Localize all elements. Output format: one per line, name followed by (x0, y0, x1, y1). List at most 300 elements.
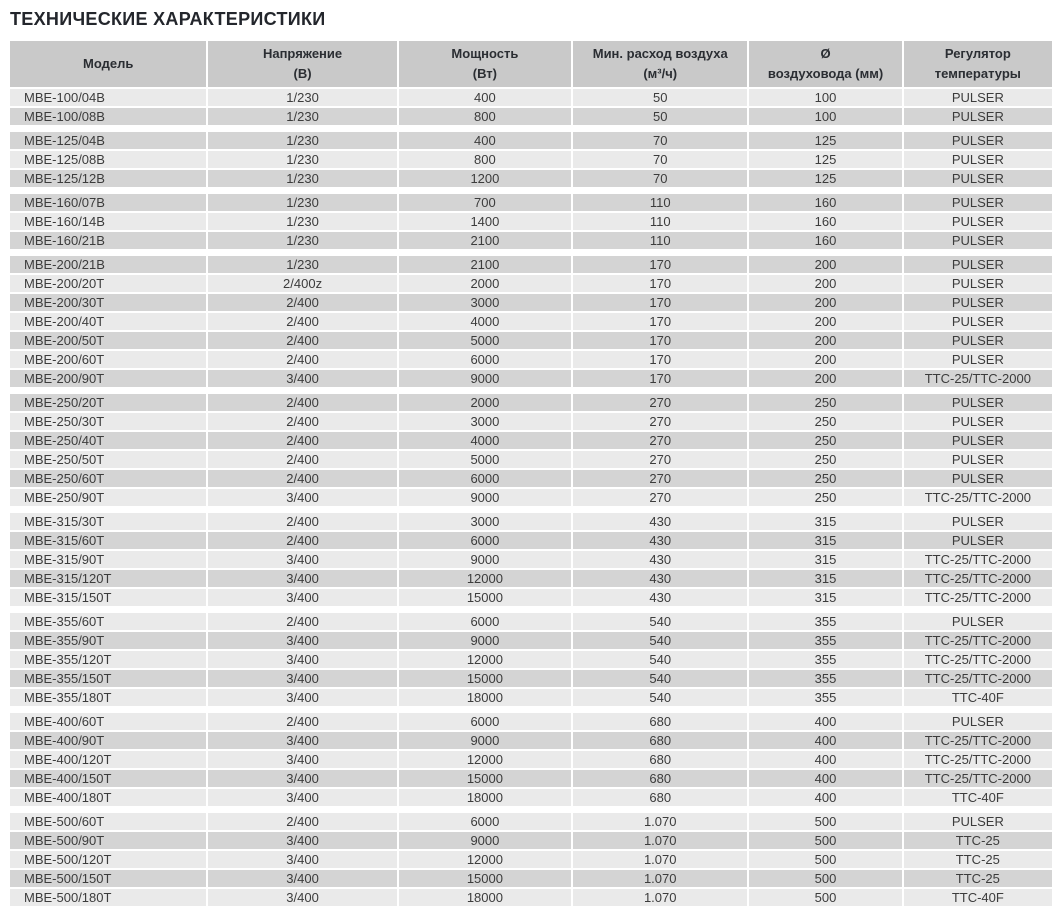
cell-airflow: 540 (573, 689, 747, 706)
cell-voltage: 3/400 (208, 889, 396, 906)
cell-regulator: TTC-25/TTC-2000 (904, 570, 1052, 587)
cell-regulator: TTC-25/TTC-2000 (904, 732, 1052, 749)
cell-regulator: PULSER (904, 451, 1052, 468)
cell-airflow: 1.070 (573, 851, 747, 868)
cell-model: MBE-315/150T (10, 589, 206, 606)
cell-power: 6000 (399, 713, 571, 730)
cell-diameter: 200 (749, 294, 901, 311)
cell-power: 15000 (399, 670, 571, 687)
cell-model: MBE-250/30T (10, 413, 206, 430)
cell-voltage: 2/400 (208, 813, 396, 830)
table-row (10, 489, 1052, 506)
cell-power: 6000 (399, 532, 571, 549)
cell-power: 12000 (399, 851, 571, 868)
cell-regulator: PULSER (904, 89, 1052, 106)
cell-airflow: 540 (573, 613, 747, 630)
cell-regulator: PULSER (904, 513, 1052, 530)
cell-diameter: 355 (749, 670, 901, 687)
table-row (10, 789, 1052, 806)
cell-airflow: 430 (573, 532, 747, 549)
cell-model: MBE-200/40T (10, 313, 206, 330)
table-row (10, 732, 1052, 749)
cell-regulator: TTC-40F (904, 889, 1052, 906)
cell-power: 12000 (399, 651, 571, 668)
cell-diameter: 200 (749, 275, 901, 292)
cell-airflow: 70 (573, 132, 747, 149)
cell-diameter: 250 (749, 489, 901, 506)
cell-power: 3000 (399, 513, 571, 530)
cell-diameter: 200 (749, 370, 901, 387)
cell-voltage: 3/400 (208, 370, 396, 387)
cell-voltage: 3/400 (208, 570, 396, 587)
cell-power: 9000 (399, 632, 571, 649)
table-row (10, 313, 1052, 330)
cell-diameter: 400 (749, 789, 901, 806)
cell-diameter: 100 (749, 108, 901, 125)
cell-diameter: 160 (749, 194, 901, 211)
cell-power: 15000 (399, 589, 571, 606)
cell-regulator: PULSER (904, 213, 1052, 230)
cell-regulator: PULSER (904, 813, 1052, 830)
cell-power: 3000 (399, 294, 571, 311)
cell-power: 2100 (399, 256, 571, 273)
cell-regulator: PULSER (904, 713, 1052, 730)
cell-airflow: 430 (573, 589, 747, 606)
cell-regulator: TTC-25/TTC-2000 (904, 589, 1052, 606)
table-row (10, 551, 1052, 568)
table-row (10, 689, 1052, 706)
cell-diameter: 315 (749, 513, 901, 530)
cell-diameter: 315 (749, 551, 901, 568)
group-separator (10, 251, 1052, 254)
cell-model: MBE-400/60T (10, 713, 206, 730)
cell-voltage: 2/400 (208, 394, 396, 411)
table-row (10, 889, 1052, 906)
cell-voltage: 2/400 (208, 413, 396, 430)
cell-airflow: 50 (573, 108, 747, 125)
table-row (10, 432, 1052, 449)
cell-airflow: 270 (573, 394, 747, 411)
group-separator (10, 608, 1052, 611)
cell-regulator: TTC-25 (904, 832, 1052, 849)
cell-diameter: 250 (749, 432, 901, 449)
cell-diameter: 160 (749, 232, 901, 249)
cell-regulator: PULSER (904, 432, 1052, 449)
cell-voltage: 2/400 (208, 294, 396, 311)
cell-power: 18000 (399, 789, 571, 806)
cell-diameter: 250 (749, 470, 901, 487)
table-body (10, 89, 1052, 906)
cell-model: MBE-125/04B (10, 132, 206, 149)
table-row (10, 132, 1052, 149)
cell-regulator: PULSER (904, 313, 1052, 330)
cell-power: 400 (399, 132, 571, 149)
cell-power: 3000 (399, 413, 571, 430)
cell-power: 700 (399, 194, 571, 211)
group-separator-cell (10, 389, 1052, 392)
table-row (10, 351, 1052, 368)
cell-voltage: 2/400 (208, 351, 396, 368)
table-row (10, 670, 1052, 687)
cell-regulator: PULSER (904, 194, 1052, 211)
table-row (10, 213, 1052, 230)
cell-power: 9000 (399, 832, 571, 849)
group-separator (10, 389, 1052, 392)
table-row (10, 256, 1052, 273)
cell-model: MBE-160/14B (10, 213, 206, 230)
cell-diameter: 315 (749, 570, 901, 587)
table-row (10, 713, 1052, 730)
cell-airflow: 270 (573, 470, 747, 487)
cell-voltage: 3/400 (208, 489, 396, 506)
table-row (10, 275, 1052, 292)
cell-airflow: 680 (573, 789, 747, 806)
cell-voltage: 3/400 (208, 789, 396, 806)
cell-model: MBE-500/60T (10, 813, 206, 830)
cell-diameter: 125 (749, 151, 901, 168)
group-separator-cell (10, 127, 1052, 130)
cell-diameter: 100 (749, 89, 901, 106)
cell-power: 9000 (399, 489, 571, 506)
cell-model: MBE-125/12B (10, 170, 206, 187)
table-row (10, 232, 1052, 249)
cell-model: MBE-500/120T (10, 851, 206, 868)
cell-model: MBE-250/50T (10, 451, 206, 468)
cell-diameter: 355 (749, 689, 901, 706)
cell-regulator: PULSER (904, 613, 1052, 630)
table-row (10, 770, 1052, 787)
cell-diameter: 500 (749, 813, 901, 830)
cell-diameter: 355 (749, 613, 901, 630)
group-separator-cell (10, 808, 1052, 811)
cell-voltage: 3/400 (208, 832, 396, 849)
cell-airflow: 540 (573, 632, 747, 649)
cell-voltage: 3/400 (208, 689, 396, 706)
cell-airflow: 270 (573, 413, 747, 430)
cell-diameter: 315 (749, 532, 901, 549)
cell-airflow: 430 (573, 513, 747, 530)
cell-regulator: PULSER (904, 275, 1052, 292)
cell-power: 1200 (399, 170, 571, 187)
cell-regulator: PULSER (904, 532, 1052, 549)
cell-regulator: PULSER (904, 170, 1052, 187)
cell-airflow: 1.070 (573, 832, 747, 849)
cell-power: 800 (399, 151, 571, 168)
cell-power: 6000 (399, 813, 571, 830)
cell-voltage: 2/400z (208, 275, 396, 292)
cell-voltage: 1/230 (208, 213, 396, 230)
cell-voltage: 2/400 (208, 713, 396, 730)
group-separator (10, 127, 1052, 130)
cell-power: 5000 (399, 451, 571, 468)
cell-diameter: 500 (749, 851, 901, 868)
column-header-power: Мощность (Вт) (399, 41, 571, 87)
cell-airflow: 170 (573, 351, 747, 368)
cell-model: MBE-315/120T (10, 570, 206, 587)
cell-power: 15000 (399, 870, 571, 887)
group-separator (10, 189, 1052, 192)
cell-regulator: TTC-25/TTC-2000 (904, 651, 1052, 668)
group-separator-cell (10, 189, 1052, 192)
cell-diameter: 400 (749, 751, 901, 768)
cell-model: MBE-500/90T (10, 832, 206, 849)
cell-airflow: 170 (573, 256, 747, 273)
cell-voltage: 3/400 (208, 851, 396, 868)
cell-diameter: 400 (749, 770, 901, 787)
cell-diameter: 250 (749, 394, 901, 411)
cell-airflow: 1.070 (573, 813, 747, 830)
cell-airflow: 430 (573, 551, 747, 568)
cell-power: 2000 (399, 394, 571, 411)
cell-voltage: 1/230 (208, 194, 396, 211)
cell-voltage: 3/400 (208, 870, 396, 887)
cell-power: 400 (399, 89, 571, 106)
cell-diameter: 355 (749, 632, 901, 649)
table-row (10, 170, 1052, 187)
cell-airflow: 680 (573, 732, 747, 749)
cell-airflow: 110 (573, 194, 747, 211)
column-header-duct-diameter: Ø воздуховода (мм) (749, 41, 901, 87)
cell-voltage: 1/230 (208, 132, 396, 149)
table-row (10, 613, 1052, 630)
table-row (10, 151, 1052, 168)
cell-model: MBE-400/180T (10, 789, 206, 806)
cell-regulator: TTC-25/TTC-2000 (904, 489, 1052, 506)
cell-model: MBE-315/30T (10, 513, 206, 530)
cell-diameter: 500 (749, 832, 901, 849)
cell-airflow: 270 (573, 451, 747, 468)
cell-voltage: 1/230 (208, 108, 396, 125)
cell-airflow: 1.070 (573, 889, 747, 906)
cell-regulator: TTC-40F (904, 789, 1052, 806)
table-row (10, 832, 1052, 849)
cell-airflow: 430 (573, 570, 747, 587)
cell-power: 800 (399, 108, 571, 125)
cell-voltage: 3/400 (208, 732, 396, 749)
table-row (10, 413, 1052, 430)
cell-model: MBE-400/150T (10, 770, 206, 787)
cell-model: MBE-500/180T (10, 889, 206, 906)
group-separator-cell (10, 708, 1052, 711)
group-separator-cell (10, 608, 1052, 611)
cell-voltage: 3/400 (208, 670, 396, 687)
cell-airflow: 170 (573, 275, 747, 292)
table-row (10, 513, 1052, 530)
table-row (10, 870, 1052, 887)
group-separator-cell (10, 251, 1052, 254)
cell-regulator: PULSER (904, 256, 1052, 273)
cell-diameter: 125 (749, 170, 901, 187)
table-row (10, 751, 1052, 768)
cell-power: 4000 (399, 313, 571, 330)
table-header-row (10, 41, 1052, 87)
table-row (10, 632, 1052, 649)
cell-model: MBE-200/21B (10, 256, 206, 273)
group-separator (10, 808, 1052, 811)
table-row (10, 470, 1052, 487)
cell-diameter: 500 (749, 889, 901, 906)
cell-regulator: TTC-25/TTC-2000 (904, 632, 1052, 649)
table-row (10, 651, 1052, 668)
cell-power: 6000 (399, 613, 571, 630)
group-separator (10, 708, 1052, 711)
cell-model: MBE-250/40T (10, 432, 206, 449)
cell-diameter: 250 (749, 451, 901, 468)
cell-regulator: TTC-25/TTC-2000 (904, 670, 1052, 687)
cell-power: 2000 (399, 275, 571, 292)
cell-diameter: 200 (749, 313, 901, 330)
table-row (10, 451, 1052, 468)
cell-model: MBE-250/20T (10, 394, 206, 411)
cell-power: 5000 (399, 332, 571, 349)
cell-model: MBE-500/150T (10, 870, 206, 887)
cell-power: 2100 (399, 232, 571, 249)
cell-diameter: 315 (749, 589, 901, 606)
cell-model: MBE-100/04B (10, 89, 206, 106)
cell-airflow: 540 (573, 651, 747, 668)
cell-diameter: 400 (749, 732, 901, 749)
cell-power: 12000 (399, 751, 571, 768)
cell-airflow: 170 (573, 370, 747, 387)
cell-airflow: 680 (573, 751, 747, 768)
cell-power: 1400 (399, 213, 571, 230)
cell-model: MBE-200/90T (10, 370, 206, 387)
cell-voltage: 1/230 (208, 170, 396, 187)
table-row (10, 108, 1052, 125)
cell-regulator: PULSER (904, 332, 1052, 349)
table-row (10, 294, 1052, 311)
table-row (10, 394, 1052, 411)
table-row (10, 813, 1052, 830)
cell-model: MBE-315/60T (10, 532, 206, 549)
cell-regulator: TTC-25/TTC-2000 (904, 770, 1052, 787)
table-row (10, 589, 1052, 606)
cell-voltage: 2/400 (208, 470, 396, 487)
cell-power: 6000 (399, 470, 571, 487)
cell-regulator: PULSER (904, 394, 1052, 411)
table-row (10, 370, 1052, 387)
cell-voltage: 2/400 (208, 432, 396, 449)
cell-diameter: 200 (749, 332, 901, 349)
cell-power: 18000 (399, 689, 571, 706)
cell-voltage: 3/400 (208, 551, 396, 568)
cell-power: 12000 (399, 570, 571, 587)
cell-voltage: 3/400 (208, 651, 396, 668)
cell-model: MBE-315/90T (10, 551, 206, 568)
table-row (10, 89, 1052, 106)
cell-voltage: 3/400 (208, 632, 396, 649)
cell-voltage: 3/400 (208, 589, 396, 606)
cell-regulator: PULSER (904, 132, 1052, 149)
cell-regulator: PULSER (904, 151, 1052, 168)
cell-airflow: 1.070 (573, 870, 747, 887)
cell-power: 18000 (399, 889, 571, 906)
cell-model: MBE-160/07B (10, 194, 206, 211)
specifications-table (8, 39, 1054, 908)
cell-airflow: 170 (573, 313, 747, 330)
cell-regulator: PULSER (904, 294, 1052, 311)
column-header-temperature-regulator: Регулятор температуры (904, 41, 1052, 87)
cell-voltage: 2/400 (208, 532, 396, 549)
cell-model: MBE-250/60T (10, 470, 206, 487)
cell-voltage: 2/400 (208, 513, 396, 530)
column-header-airflow: Мин. расход воздуха (м³/ч) (573, 41, 747, 87)
cell-voltage: 2/400 (208, 613, 396, 630)
cell-diameter: 125 (749, 132, 901, 149)
cell-model: MBE-400/120T (10, 751, 206, 768)
cell-airflow: 70 (573, 151, 747, 168)
cell-diameter: 250 (749, 413, 901, 430)
group-separator-cell (10, 508, 1052, 511)
cell-diameter: 400 (749, 713, 901, 730)
cell-power: 9000 (399, 732, 571, 749)
cell-airflow: 110 (573, 213, 747, 230)
cell-diameter: 355 (749, 651, 901, 668)
cell-diameter: 200 (749, 351, 901, 368)
cell-airflow: 270 (573, 489, 747, 506)
table-row (10, 332, 1052, 349)
cell-regulator: TTC-25/TTC-2000 (904, 370, 1052, 387)
table-row (10, 851, 1052, 868)
group-separator (10, 508, 1052, 511)
cell-regulator: PULSER (904, 232, 1052, 249)
cell-regulator: TTC-25/TTC-2000 (904, 551, 1052, 568)
page-title: ТЕХНИЧЕСКИЕ ХАРАКТЕРИСТИКИ (10, 9, 326, 29)
cell-model: MBE-355/150T (10, 670, 206, 687)
cell-voltage: 3/400 (208, 751, 396, 768)
cell-airflow: 110 (573, 232, 747, 249)
cell-airflow: 540 (573, 670, 747, 687)
cell-model: MBE-160/21B (10, 232, 206, 249)
cell-voltage: 3/400 (208, 770, 396, 787)
cell-regulator: PULSER (904, 470, 1052, 487)
column-header-model: Модель (10, 41, 206, 87)
cell-airflow: 170 (573, 294, 747, 311)
cell-airflow: 270 (573, 432, 747, 449)
cell-power: 6000 (399, 351, 571, 368)
cell-voltage: 2/400 (208, 313, 396, 330)
table-row (10, 570, 1052, 587)
cell-voltage: 1/230 (208, 89, 396, 106)
cell-regulator: PULSER (904, 351, 1052, 368)
cell-diameter: 160 (749, 213, 901, 230)
cell-voltage: 2/400 (208, 332, 396, 349)
cell-model: MBE-355/90T (10, 632, 206, 649)
cell-model: MBE-200/30T (10, 294, 206, 311)
cell-voltage: 1/230 (208, 151, 396, 168)
cell-regulator: TTC-25/TTC-2000 (904, 751, 1052, 768)
cell-model: MBE-200/50T (10, 332, 206, 349)
cell-model: MBE-200/20T (10, 275, 206, 292)
cell-regulator: TTC-25 (904, 851, 1052, 868)
cell-model: MBE-125/08B (10, 151, 206, 168)
cell-regulator: PULSER (904, 413, 1052, 430)
cell-airflow: 680 (573, 770, 747, 787)
cell-regulator: TTC-40F (904, 689, 1052, 706)
cell-power: 9000 (399, 370, 571, 387)
cell-voltage: 1/230 (208, 256, 396, 273)
cell-airflow: 170 (573, 332, 747, 349)
cell-voltage: 2/400 (208, 451, 396, 468)
cell-model: MBE-250/90T (10, 489, 206, 506)
cell-power: 4000 (399, 432, 571, 449)
cell-model: MBE-355/60T (10, 613, 206, 630)
cell-model: MBE-100/08B (10, 108, 206, 125)
cell-model: MBE-200/60T (10, 351, 206, 368)
column-header-voltage: Напряжение (В) (208, 41, 396, 87)
cell-diameter: 200 (749, 256, 901, 273)
cell-diameter: 500 (749, 870, 901, 887)
